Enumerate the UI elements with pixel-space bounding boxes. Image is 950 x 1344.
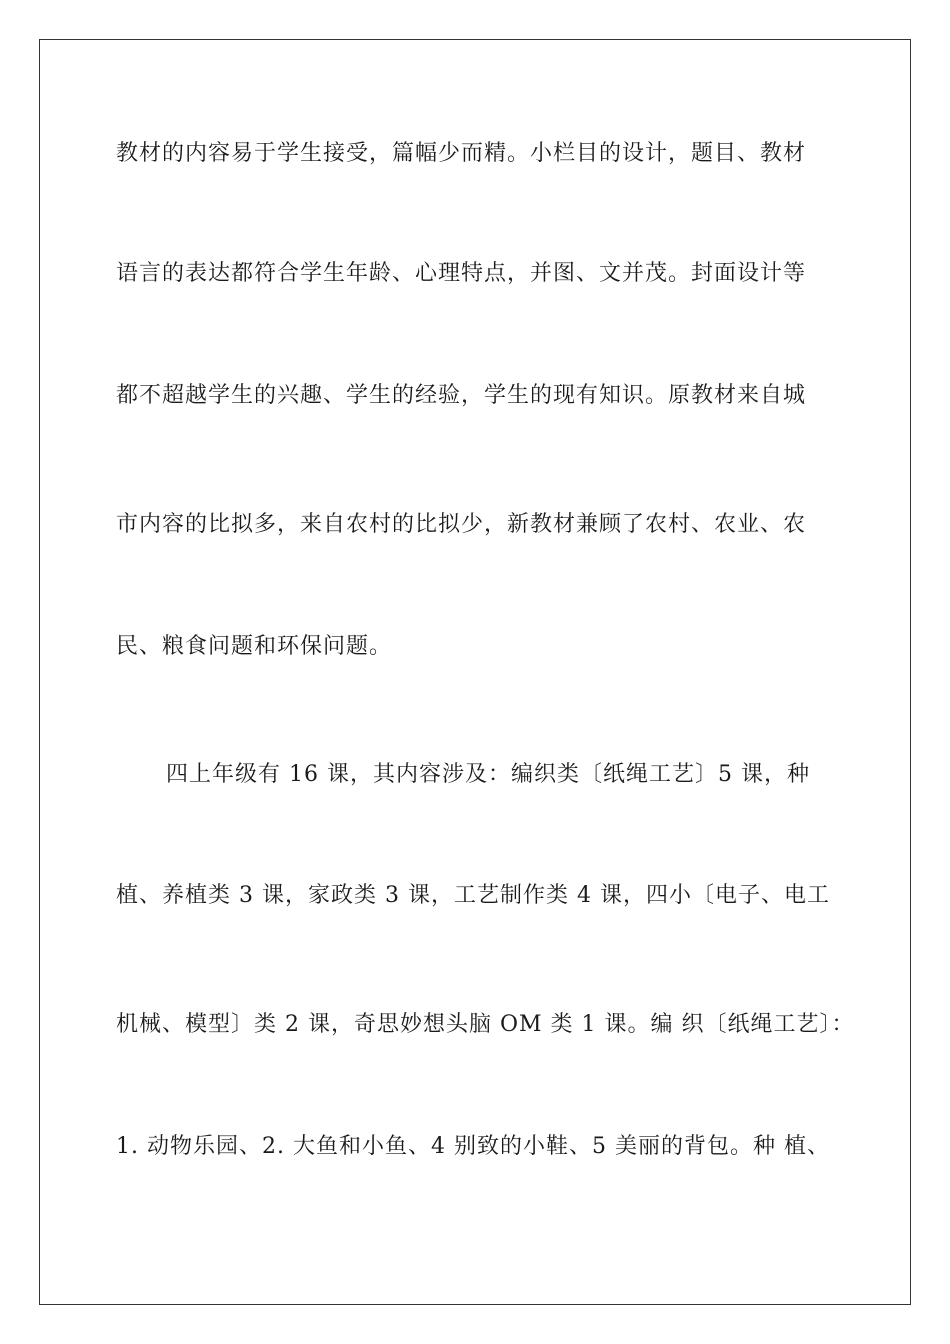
page-border	[39, 39, 911, 1305]
text-line-5: 民、粮食问题和环保问题。	[116, 634, 393, 659]
text-line-7: 植、养植类 3 课，家政类 3 课，工艺制作类 4 课，四小〔电子、电工	[116, 883, 830, 908]
text-line-6-paragraph-start: 四上年级有 16 课，其内容涉及：编织类〔纸绳工艺〕5 课，种	[166, 762, 810, 787]
text-line-1: 教材的内容易于学生接受，篇幅少而精。小栏目的设计，题目、教材	[116, 141, 807, 166]
text-line-8: 机械、模型〕类 2 课，奇思妙想头脑 OM 类 1 课。编 织〔纸绳工艺〕：	[116, 1012, 855, 1037]
text-line-4: 市内容的比拟多，来自农村的比拟少，新教材兼顾了农村、农业、农	[116, 512, 807, 537]
text-line-9: 1. 动物乐园、2. 大鱼和小鱼、4 别致的小鞋、5 美丽的背包。种 植、	[116, 1134, 830, 1159]
text-line-2: 语言的表达都符合学生年龄、心理特点，并图、文并茂。封面设计等	[116, 261, 807, 286]
text-line-3: 都不超越学生的兴趣、学生的经验，学生的现有知识。原教材来自城	[116, 383, 807, 408]
